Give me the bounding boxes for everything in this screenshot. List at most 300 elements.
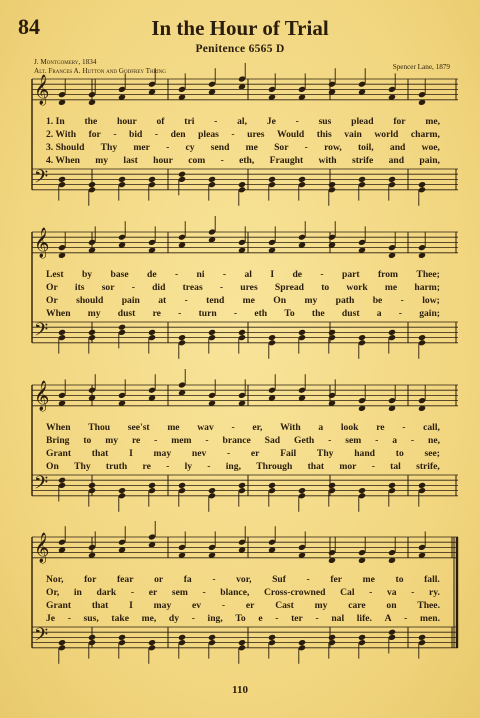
lyric-syllable: Thy [100,142,118,153]
note-head [358,334,366,341]
lyric-syllable: al [244,269,252,280]
lyric-syllable: me [245,142,258,153]
lyric-syllable: be [372,295,383,306]
lyric-syllable: ures [247,129,265,140]
note-head [298,329,306,336]
lyric-syllable: me [362,574,375,585]
note-head [418,334,426,341]
lyric-syllable: Sor [274,142,289,153]
lyric-syllable: my [87,308,101,319]
lyric-syllable: - [295,116,299,127]
bass-clef-icon: 𝄢 [34,320,49,345]
lyric-syllable: Thy [74,461,91,472]
lyric-syllable: Thy [316,448,334,459]
lyric-syllable: mem [171,435,192,446]
lyric-syllable: take [111,613,129,624]
note-head [298,176,306,183]
lyric-syllable: turn [198,308,217,319]
lyric-syllable: for [84,574,97,585]
note-head [118,634,126,641]
lyric-syllable: tal [390,461,401,472]
lyric-line [46,282,440,295]
lyric-line [46,422,440,435]
lyric-syllable: den [170,129,186,140]
lyric-syllable: fall. [424,574,440,585]
lyric-syllable: world [374,129,399,140]
treble-clef-icon: 𝄞 [34,228,50,258]
lyric-syllable: - [402,422,406,433]
lyric-syllable: me, [141,613,157,624]
lyric-syllable: Geth [294,435,315,446]
lyric-syllable: pleas [198,129,219,140]
lyric-syllable: - [212,574,216,585]
note-head [328,634,336,641]
lyric-syllable: er [245,600,255,611]
lyric-syllable: send [210,142,230,153]
lyric-syllable: I [129,448,133,459]
lyric-syllable: my [95,155,109,166]
lyric-syllable: plead [351,116,374,127]
lyric-syllable: and [388,155,405,166]
lyric-syllable: the [84,116,98,127]
lyric-syllable: - [226,448,231,459]
note-head [358,634,366,641]
lyric-syllable: part [342,269,360,280]
note-head [418,634,426,641]
note-head [178,482,186,489]
treble-clef-icon: 𝄞 [34,533,50,563]
lyric-syllable: Thou [88,422,111,433]
note-head [148,329,156,336]
lyric-syllable: dark [96,587,117,598]
lyric-syllable: To [235,613,246,624]
note-head [58,477,66,484]
lyric-syllable: path [335,295,355,306]
lyric-syllable: - [404,613,408,624]
lyric-syllable: hour [153,155,173,166]
lyric-syllable: Suf [272,574,286,585]
lyric-syllable: 4. When [46,155,80,166]
lyric-syllable: re [142,461,151,472]
lyric-syllable: I [270,269,275,280]
hymn-title: In the Hour of Trial [151,16,329,40]
lyric-syllable: com [188,155,206,166]
lyric-syllable: - [233,308,238,319]
note-head [88,634,96,641]
lyric-syllable: that [91,600,109,611]
lyric-syllable: - [320,269,324,280]
note-head [118,176,126,183]
lyric-syllable: fear [116,574,134,585]
lyric-syllable: - [410,435,415,446]
lyric-syllable: - [178,308,182,319]
lyric-syllable: - [205,435,209,446]
lyric-syllable: dy [168,613,180,624]
lyric-syllable: ter [291,613,303,624]
lyric-syllable: toil, [357,142,374,153]
lyric-syllable: Grant [46,600,72,611]
lyric-line [46,295,440,308]
lyric-syllable: Nor, [46,574,64,585]
lyric-syllable: truth [105,461,128,472]
lyric-syllable: - [275,613,279,624]
lyric-syllable: me, [425,116,440,127]
lyric-syllable: - [130,587,135,598]
lyric-syllable: 3. Should [46,142,85,153]
lyric-line [46,269,440,282]
bass-clef-icon: 𝄢 [34,473,49,498]
note-head [388,629,396,636]
lyric-syllable: bid [129,129,143,140]
lyric-syllable: - [315,613,319,624]
lyric-syllable: on [386,600,397,611]
note-head [328,329,336,336]
note-head [238,329,246,336]
lyric-syllable: re [131,435,141,446]
lyric-syllable: cy [185,142,195,153]
lyric-syllable: de [146,269,157,280]
lyric-syllable: strife [351,155,374,166]
lyric-syllable: dust [117,308,136,319]
note-head [178,334,186,341]
lyric-line [46,448,440,461]
lyric-line [46,574,440,587]
lyric-syllable: - [222,269,227,280]
lyric-syllable: a [376,308,382,319]
lyric-syllable: sus, [83,613,99,624]
lyric-syllable: er, [252,422,263,433]
note-head [208,634,216,641]
note-head [298,487,306,494]
lyric-syllable: of [156,116,165,127]
lyric-line [46,155,440,168]
lyric-syllable: ures [240,282,258,293]
lyric-syllable: nal [331,613,345,624]
note-head [418,181,426,188]
lyric-syllable: look [340,422,359,433]
note-head [268,334,276,341]
lyric-syllable: Fail [280,448,297,459]
tune-name: Penitence 6565 D [195,43,285,55]
lyric-syllable: Cal [340,587,355,598]
lyric-line [46,613,440,626]
note-head [298,639,306,646]
lyric-syllable: - [174,269,179,280]
lyric-syllable: de [292,269,303,280]
treble-clef-icon: 𝄞 [34,75,50,105]
lyric-syllable: did [152,282,166,293]
lyric-syllable: me [242,295,255,306]
lyric-syllable: e [258,613,263,624]
lyric-line [46,116,440,129]
lyric-syllable: should [76,295,104,306]
lyric-syllable: that [91,448,109,459]
note-head [358,487,366,494]
lyric-syllable: - [306,574,310,585]
page-number: 84 [18,14,40,39]
lyric-syllable: When [46,422,71,433]
lyric-syllable: ing, [225,461,241,472]
lyric-syllable: eth, [239,155,255,166]
lyric-syllable: Or, [46,587,60,598]
lyric-syllable: - [371,461,375,472]
lyric-line [46,129,440,142]
lyric-syllable: 2. With [46,129,77,140]
lyric-syllable: Je [266,116,276,127]
lyric-syllable: With [280,422,301,433]
lyric-syllable: Cross-crowned [263,587,326,598]
lyric-syllable: strife, [416,461,440,472]
lyric-syllable: Or [46,282,58,293]
lyric-syllable: To [284,308,295,319]
note-head [88,181,96,188]
lyric-syllable: 1. In [46,116,65,127]
lyric-syllable: ev [192,600,202,611]
lyric-syllable: - [369,587,373,598]
note-head [208,329,216,336]
lyric-syllable: sem [345,435,362,446]
lyric-syllable: - [154,129,159,140]
lyric-syllable: gain; [419,308,440,319]
note-head [388,176,396,183]
lyric-syllable: may [153,448,172,459]
lyric-syllable: vain [344,129,362,140]
lyric-syllable: - [67,613,71,624]
lyric-syllable: to [395,574,404,585]
lyric-syllable: tend [206,295,225,306]
lyric-syllable: mor [339,461,357,472]
lyric-syllable: a [318,422,324,433]
note-head [58,176,66,183]
lyric-syllable: my [105,435,119,446]
lyric-syllable: my [304,295,318,306]
lyric-syllable: hand [354,448,376,459]
lyric-syllable: blance, [220,587,250,598]
lyric-syllable: A [384,613,392,624]
note-head [118,487,126,494]
lyric-syllable: charm, [410,129,440,140]
lyric-syllable: - [166,461,170,472]
lyric-syllable: brance [222,435,251,446]
note-head [178,634,186,641]
lyric-syllable: - [375,435,379,446]
note-head [178,171,186,178]
lyric-syllable: ni [196,269,205,280]
lyric-syllable: - [131,282,135,293]
lyric-syllable: va [386,587,397,598]
lyric-syllable: sor [101,282,115,293]
lyric-syllable: or [154,574,164,585]
note-head [238,639,246,646]
lyric-syllable: men. [420,613,440,624]
lyric-syllable: re [152,308,161,319]
lyric-line [46,461,440,474]
lyric-syllable: Fraught [269,155,304,166]
lyric-syllable: to [395,448,404,459]
lyric-syllable: harm; [414,282,440,293]
lyric-syllable: nev [191,448,207,459]
note-head [208,176,216,183]
note-head [208,487,216,494]
note-head [328,482,336,489]
lyric-syllable: wav [197,422,214,433]
lyric-syllable: to [83,435,92,446]
lyric-syllable: eth [254,308,268,319]
note-head [388,482,396,489]
lyric-syllable: - [166,142,170,153]
lyric-syllable: Through [256,461,293,472]
lyric-syllable: - [400,295,404,306]
lyric-syllable: ing, [207,613,223,624]
lyric-syllable: its [74,282,85,293]
note-head [148,482,156,489]
lyric-syllable: Thee; [416,269,440,280]
lyric-syllable: life. [356,613,372,624]
lyric-syllable: al, [237,116,247,127]
note-head [358,176,366,183]
lyric-syllable: - [231,129,235,140]
lyric-syllable: base [110,269,129,280]
lyric-syllable: sem [171,587,188,598]
bass-clef-icon: 𝄢 [34,167,49,192]
lyric-syllable: by [81,269,93,280]
note-head [58,329,66,336]
lyric-syllable: me [167,422,180,433]
lyric-syllable: On [273,295,287,306]
lyric-syllable: Bring [46,435,70,446]
lyric-syllable: Je [46,613,56,624]
lyric-syllable: work [346,282,368,293]
bass-clef-icon: 𝄢 [34,625,49,650]
lyric-syllable: tri [184,116,195,127]
lyric-syllable: - [219,282,224,293]
lyric-syllable: row, [324,142,342,153]
lyric-syllable: - [207,461,211,472]
lyric-line [46,600,440,613]
lyric-syllable: ly [184,461,193,472]
lyric-syllable: at [158,295,167,306]
note-head [268,482,276,489]
lyric-syllable: me [384,282,398,293]
lyric-syllable: dust [341,308,360,319]
note-head [388,329,396,336]
lyric-syllable: that [307,461,325,472]
lyric-syllable: re [376,422,385,433]
lyric-syllable: pain [121,295,140,306]
lyric-syllable: - [202,587,206,598]
lyric-syllable: Sad [264,435,281,446]
lyric-syllable: - [221,600,226,611]
lyric-syllable: pain, [419,155,440,166]
lyric-syllable: vor, [236,574,252,585]
lyric-syllable: may [153,600,172,611]
lyric-line [46,435,440,448]
lyric-line [46,308,440,321]
lyric-syllable: call, [423,422,440,433]
lyric-syllable: - [191,613,195,624]
lyric-syllable: - [231,422,235,433]
lyric-syllable: hour [117,116,137,127]
lyric-syllable: On [46,461,59,472]
lyric-syllable: treas [182,282,203,293]
lyric-syllable: the [311,308,325,319]
lyric-syllable: see; [424,448,440,459]
lyric-syllable: er [148,587,158,598]
lyric-syllable: When [46,308,71,319]
lyric-syllable: a [392,435,398,446]
note-head [268,176,276,183]
note-head [88,329,96,336]
note-head [328,181,336,188]
lyric-syllable: - [184,295,188,306]
lyric-syllable: care [348,600,366,611]
lyric-syllable: mer [133,142,150,153]
lyric-syllable: ry. [428,587,440,598]
note-head [238,181,246,188]
lyric-syllable: Or [46,295,58,306]
lyric-syllable: my [314,600,328,611]
note-head [238,482,246,489]
note-head [148,639,156,646]
lyric-syllable: low; [422,295,440,306]
lyric-syllable: this [316,129,332,140]
lyric-syllable: Grant [46,448,72,459]
lyric-syllable: Lest [46,269,64,280]
note-head [88,482,96,489]
lyric-line [46,587,440,600]
note-head [148,176,156,183]
lyric-syllable: - [328,435,332,446]
lyric-syllable: fa [183,574,192,585]
lyric-syllable: to [321,282,330,293]
lyric-syllable: Thee. [417,600,440,611]
lyric-syllable: er [250,448,260,459]
lyric-syllable: - [411,587,415,598]
lyric-syllable: see'st [127,422,150,433]
lyric-syllable: for [393,116,406,127]
note-head [58,639,66,646]
lyric-syllable: with [318,155,337,166]
treble-clef-icon: 𝄞 [34,381,50,411]
note-head [268,634,276,641]
lyric-line [46,142,440,155]
lyric-syllable: I [129,600,133,611]
lyric-syllable: from [377,269,399,280]
lyric-syllable: Spread [274,282,305,293]
lyric-syllable: - [304,142,308,153]
lyric-syllable: sus [318,116,332,127]
credit-music: Spencer Lane, 1879 [392,63,450,71]
page-footer-number: 110 [232,684,248,696]
lyric-syllable: - [220,155,224,166]
lyric-syllable: - [154,435,158,446]
lyric-syllable: for [88,129,101,140]
lyric-syllable: ne, [428,435,440,446]
credit-words: J. Montgomery, 1834 [34,58,97,66]
lyric-syllable: Would [277,129,305,140]
lyric-syllable: woe, [421,142,440,153]
lyric-syllable: - [398,308,402,319]
lyric-syllable: Cast [275,600,294,611]
lyric-syllable: - [214,116,218,127]
lyric-syllable: - [113,129,117,140]
lyric-syllable: and [389,142,406,153]
lyric-syllable: fer [330,574,343,585]
note-head [418,482,426,489]
note-head [118,324,126,331]
credit-alt: Alt. Frances A. Hutton and Godfrey Thring [34,67,166,75]
lyric-syllable: in [73,587,82,598]
